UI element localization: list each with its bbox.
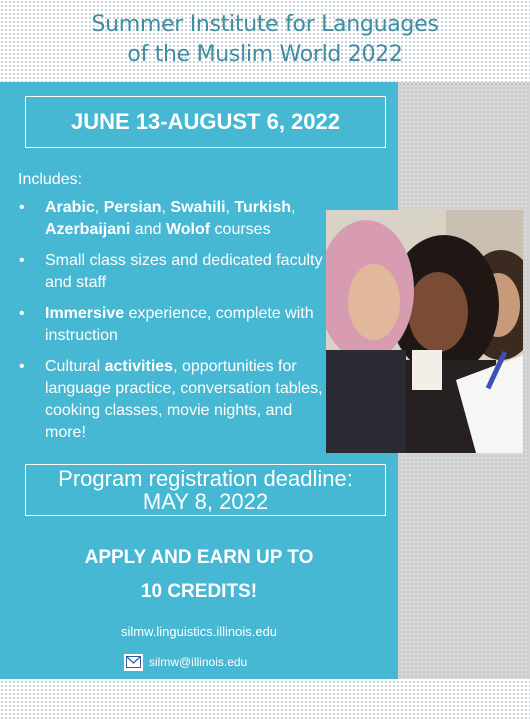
lang-azerbaijani: Azerbaijani xyxy=(45,221,131,238)
program-dates-text: JUNE 13-AUGUST 6, 2022 xyxy=(71,109,340,134)
lang-swahili: Swahili xyxy=(170,199,226,216)
lang-arabic: Arabic xyxy=(45,199,95,216)
lang-wolof: Wolof xyxy=(165,221,211,238)
list-item-activities: • Cultural activities, opportunities for language practice, conversation tables, cooking classes, movie nights, and more! xyxy=(18,356,323,444)
registration-deadline xyxy=(25,464,386,516)
title-line-1: Summer Institute for Languages xyxy=(91,12,439,37)
title-line-2: of the Muslim World 2022 xyxy=(127,42,403,67)
students-photo xyxy=(326,210,523,453)
deadline-line-2: MAY 8, 2022 xyxy=(142,489,269,514)
lang-turkish: Turkish xyxy=(234,199,292,216)
email-address[interactable]: silmw@illinois.edu xyxy=(149,655,248,669)
features-list xyxy=(18,197,323,453)
list-item-languages: • Arabic, Persian, Swahili, Turkish, Azerbaijani and Wolof courses xyxy=(18,197,323,241)
deadline-line-1: Program registration deadline: xyxy=(58,466,353,491)
list-item-class-size: • Small class sizes and dedicated faculty and staff xyxy=(18,250,323,294)
program-dates xyxy=(25,96,386,148)
poster-title xyxy=(0,10,530,70)
includes-label: Includes: xyxy=(18,171,83,188)
email-contact[interactable] xyxy=(124,652,247,672)
apply-line-1: APPLY AND EARN UP TO xyxy=(84,547,314,568)
envelope-icon xyxy=(124,654,143,671)
lang-persian: Persian xyxy=(103,199,162,216)
website-link[interactable]: silmw.linguistics.illinois.edu xyxy=(120,624,278,639)
apply-line-2: 10 CREDITS! xyxy=(140,581,258,602)
list-item-immersive: • Immersive experience, complete with instruction xyxy=(18,303,323,347)
apply-callout xyxy=(0,541,398,609)
